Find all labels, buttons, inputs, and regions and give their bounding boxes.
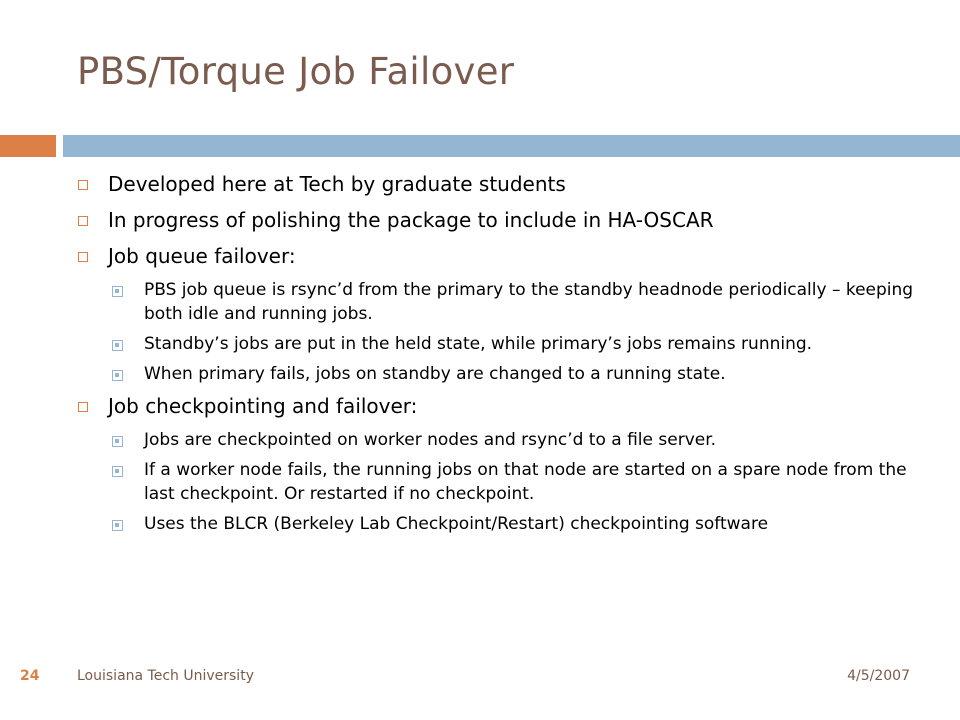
sub-bullet-list	[74, 428, 934, 536]
bullet-text: Job queue failover:	[108, 244, 296, 268]
bullet-item	[74, 242, 934, 270]
accent-bar-orange	[0, 135, 56, 157]
filled-square-bullet-icon	[112, 286, 123, 297]
sub-bullet-text: PBS job queue is rsync’d from the primary to the standby headnode periodically – keeping both idle and running jobs.	[144, 280, 914, 324]
square-bullet-icon	[78, 180, 88, 190]
sub-bullet-text: If a worker node fails, the running jobs on that node are started on a spare node from the last checkpoint. Or restarted if no checkpoint.	[144, 460, 907, 504]
sub-bullet-item	[74, 362, 934, 386]
bullet-item	[74, 206, 934, 234]
bullet-text: In progress of polishing the package to include in HA-OSCAR	[108, 208, 714, 232]
sub-bullet-list	[74, 278, 934, 386]
page-number: 24	[20, 668, 40, 684]
slide-title: PBS/Torque Job Failover	[77, 50, 515, 93]
square-bullet-icon	[78, 402, 88, 412]
filled-square-bullet-icon	[112, 436, 123, 447]
bullet-item	[74, 170, 934, 198]
footer-organization: Louisiana Tech University	[77, 668, 254, 684]
square-bullet-icon	[78, 216, 88, 226]
filled-square-bullet-icon	[112, 466, 123, 477]
filled-square-bullet-icon	[112, 370, 123, 381]
square-bullet-icon	[78, 252, 88, 262]
bullet-text: Job checkpointing and failover:	[108, 394, 418, 418]
sub-bullet-text: Standby’s jobs are put in the held state, while primary’s jobs remains running.	[144, 334, 813, 354]
accent-bar-blue	[63, 135, 960, 157]
sub-bullet-text: Uses the BLCR (Berkeley Lab Checkpoint/Restart) checkpointing software	[144, 514, 769, 534]
bullet-list	[74, 170, 934, 542]
filled-square-bullet-icon	[112, 340, 123, 351]
sub-bullet-item	[74, 512, 934, 536]
footer-date: 4/5/2007	[847, 668, 910, 684]
sub-bullet-text: Jobs are checkpointed on worker nodes and rsync’d to a file server.	[144, 430, 717, 450]
bullet-item	[74, 392, 934, 420]
sub-bullet-item	[74, 458, 934, 506]
sub-bullet-item	[74, 332, 934, 356]
sub-bullet-text: When primary fails, jobs on standby are changed to a running state.	[144, 364, 726, 384]
sub-bullet-item	[74, 428, 934, 452]
bullet-text: Developed here at Tech by graduate students	[108, 172, 566, 196]
sub-bullet-item	[74, 278, 934, 326]
filled-square-bullet-icon	[112, 520, 123, 531]
